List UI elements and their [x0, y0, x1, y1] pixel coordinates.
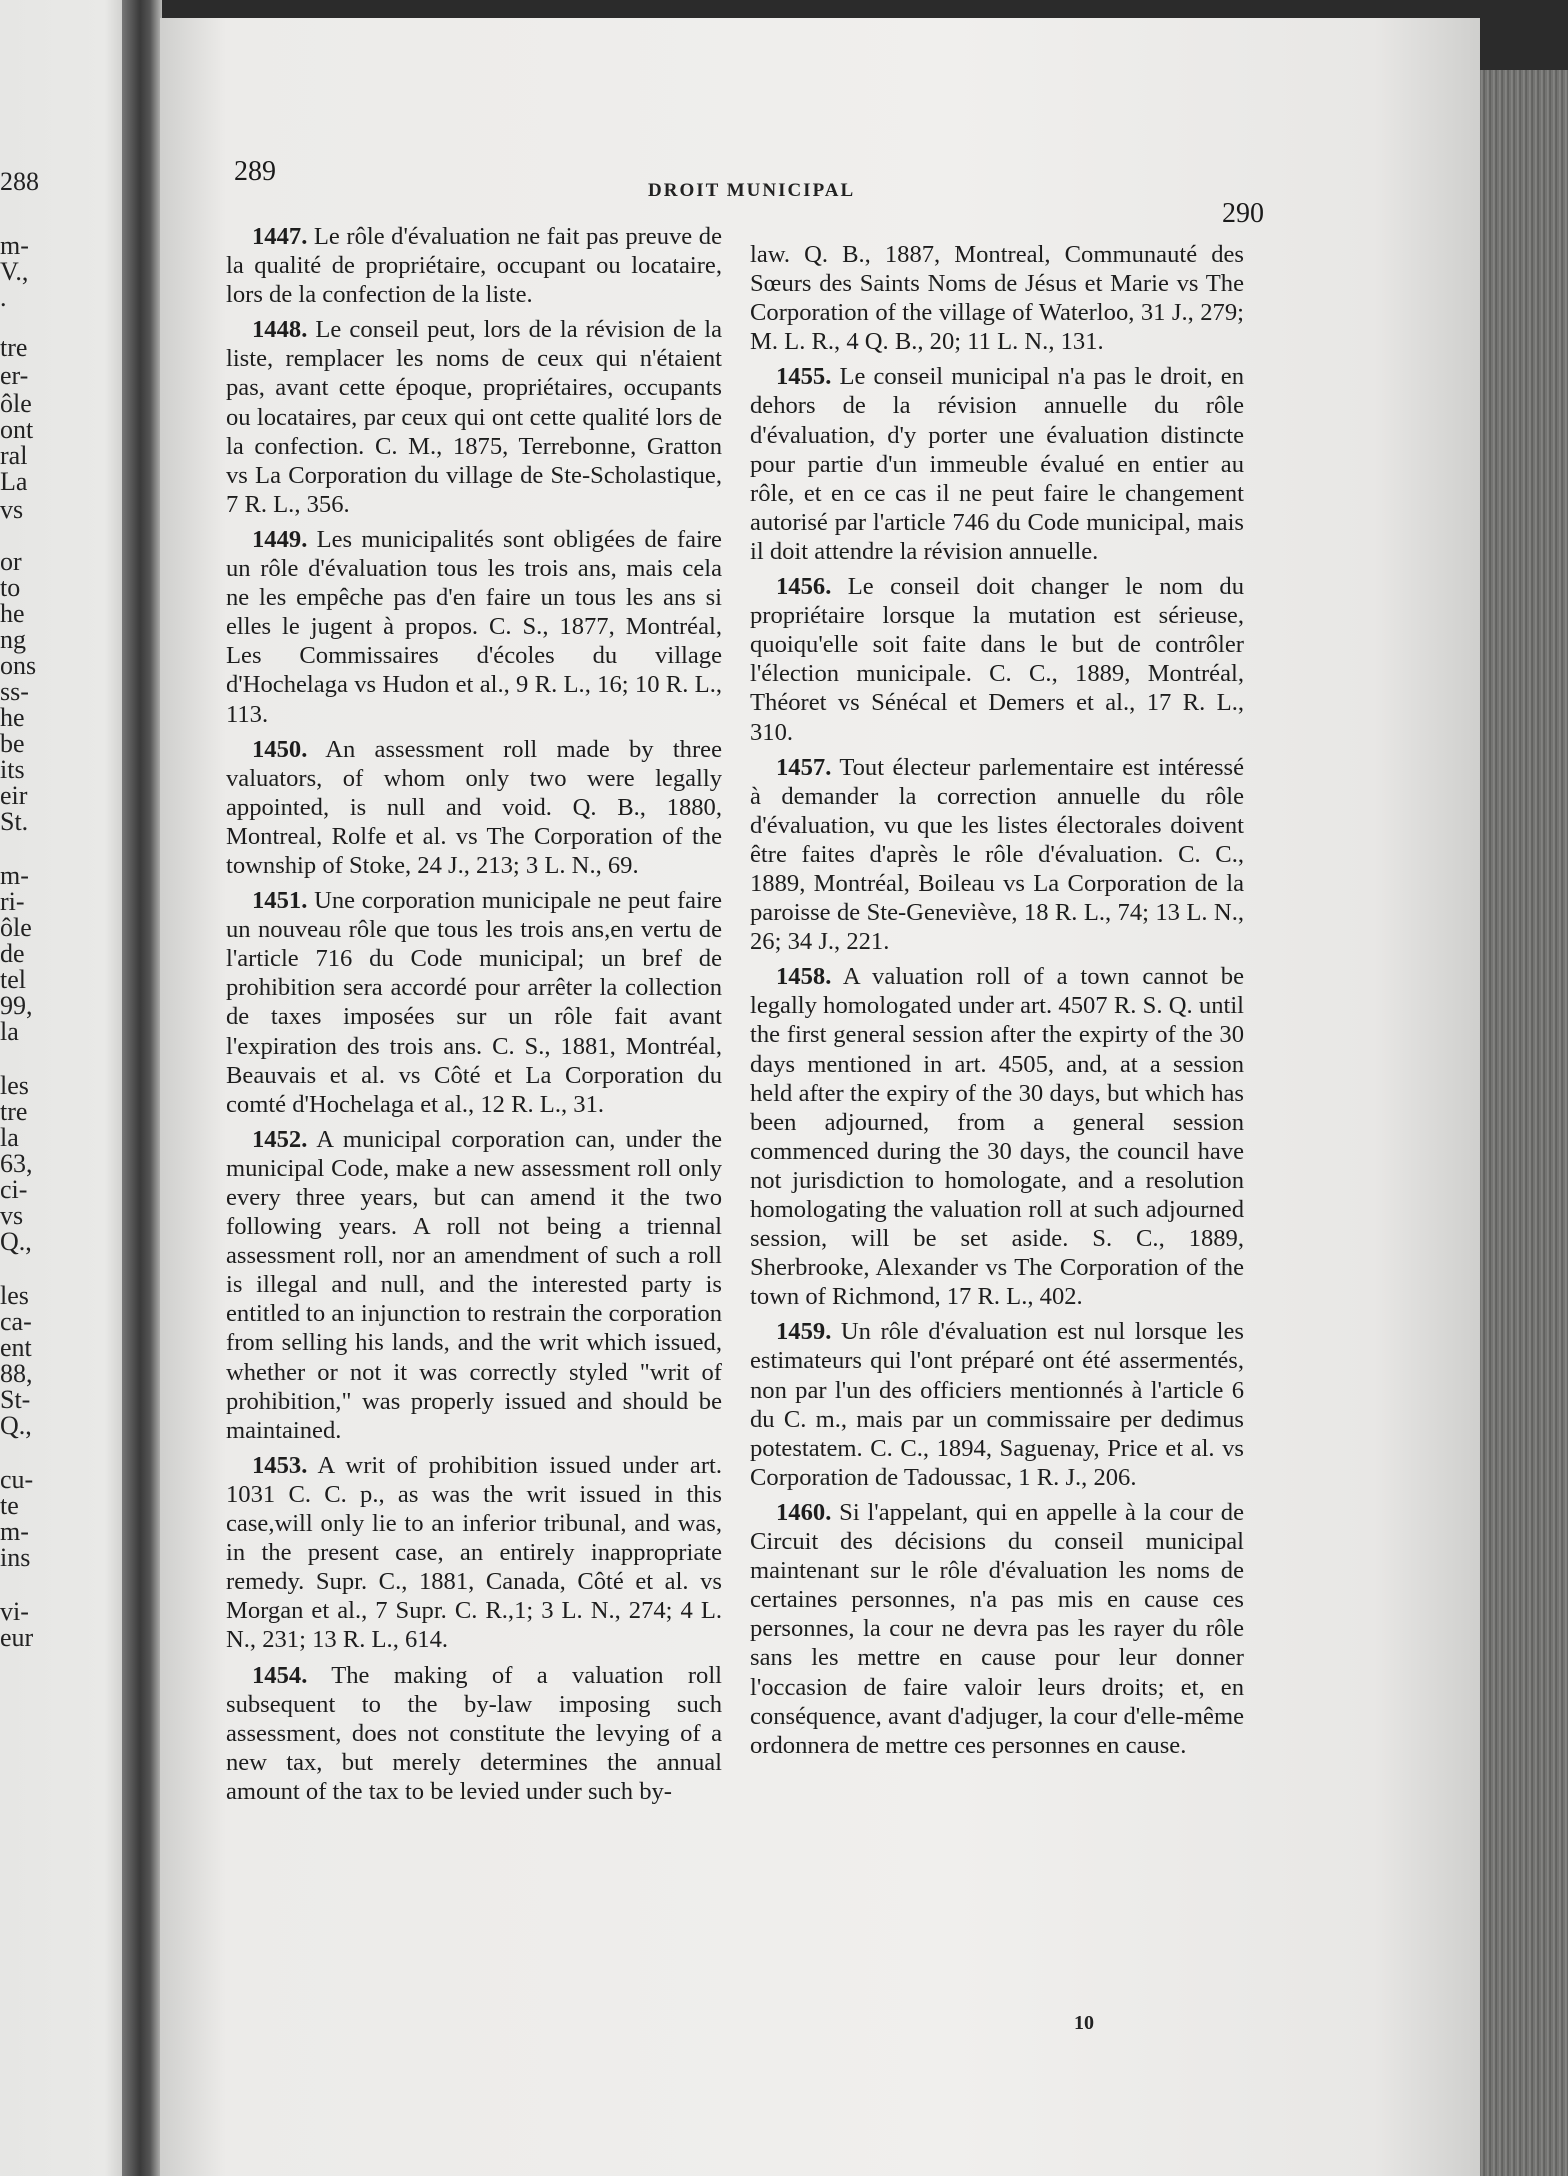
article-text: Le conseil doit changer le nom du propriétaire lorsque la mutation est sérieuse, quoiqu'elle soit faite dans le but de contrôler l'élection municipale. C. C., 1889, Montréal, Théoret vs Sénécal et Demers et al., 17 R. L., 310. [750, 573, 1244, 746]
facing-page-fragment: ng [0, 625, 26, 654]
facing-page-fragment: er- [0, 361, 29, 390]
left-column [226, 222, 722, 1812]
article-number: 1449. [252, 525, 308, 553]
right-column [750, 240, 1244, 1766]
article-paragraph [750, 572, 1244, 747]
facing-page-fragment: m- [0, 861, 29, 890]
article-paragraph [750, 1317, 1244, 1492]
facing-page-fragment: 63, [0, 1149, 33, 1178]
facing-page-fragment: te [0, 1491, 19, 1520]
signature-mark: 10 [1074, 2012, 1094, 2034]
facing-page-fragment: La [0, 467, 28, 496]
facing-page-fragment: ri- [0, 887, 25, 916]
article-paragraph [226, 315, 722, 519]
facing-page-fragment: m- [0, 1517, 29, 1546]
facing-page-fragment: Q., [0, 1227, 32, 1256]
article-text: Tout électeur parlementaire est intéressé à demander la correction annuelle du rôle d'évaluation, vu que les listes électorales doivent être faites d'après le rôle d'évaluation. C. C., 1889, Montréal, Boileau vs La Corporation de la paroisse de Ste-Geneviève, 18 R. L., 74; 13 L. N., 26; 34 J., 221. [750, 753, 1244, 956]
article-text: Une corporation municipale ne peut faire un nouveau rôle que tous les trois ans,en vertu de l'article 716 du Code municipal; un bref de prohibition sera accordé pour arrêter la collection de taxes imposées sur un rôle fait avant l'expiration des trois ans. C. S., 1881, Montréal, Beauvais et al. vs Côté et La Corporation du comté d'Hochelaga et al., 12 R. L., 31. [226, 887, 722, 1118]
facing-page-fragment: ent [0, 1333, 32, 1362]
article-text: A valuation roll of a town cannot be legally homologated under art. 4507 R. S. Q. until the first general session after the expirty of the 30 days mentioned in art. 4505, and, at a session held after the expiry of the 30 days, but which has been adjourned, from a general session commenced during the 30 days, the council have not jurisdiction to homologate, and a resolution homologating the valuation roll at such adjourned session, will be set aside. S. C., 1889, Sherbrooke, Alexander vs The Corporation of the town of Richmond, 17 R. L., 402. [750, 963, 1244, 1311]
facing-page-fragment: de [0, 939, 25, 968]
facing-page-fragment: tre [0, 1097, 28, 1126]
article-text: Un rôle d'évaluation est nul lorsque les estimateurs qui l'ont préparé ont été assermentés, non par l'un des officiers mentionnés à l'article 6 du C. m., mais par un commissaire per dedimus potestatem. C. C., 1894, Saguenay, Price et al. vs Corporation de Tadoussac, 1 R. J., 206. [750, 1318, 1245, 1491]
running-header: DROIT MUNICIPAL [648, 180, 856, 201]
article-paragraph [750, 362, 1244, 566]
article-text: A writ of prohibition issued under art. 1031 C. C. p., as was the writ issued in this case,will only lie to an inferior tribunal, and was, in the present case, an entirely inappropriate remedy. Supr. C., 1881, Canada, Côté et al. vs Morgan et al., 7 Supr. C. R.,1; 3 L. N., 274; 4 L. N., 231; 13 R. L., 614. [226, 1451, 722, 1654]
article-number: 1460. [776, 1498, 832, 1526]
article-paragraph [226, 525, 722, 729]
article-number: 1448. [252, 316, 308, 344]
facing-page-fragment: les [0, 1071, 29, 1100]
article-paragraph [750, 1498, 1244, 1760]
article-text: law. Q. B., 1887, Montreal, Communauté des Sœurs des Saints Noms de Jésus et Marie vs The Corporation of the village of Waterloo, 31 J., 279; M. L. R., 4 Q. B., 20; 11 L. N., 131. [750, 241, 1244, 356]
facing-page-fragment: ont [0, 415, 34, 444]
facing-page-fragment: ôle [0, 913, 32, 942]
facing-page-fragment: 88, [0, 1359, 33, 1388]
facing-page-fragment: tre [0, 333, 28, 362]
article-number: 1447. [252, 223, 308, 250]
article-paragraph [226, 1451, 722, 1655]
facing-page-fragment: ons [0, 651, 37, 680]
article-number: 1454. [252, 1661, 308, 1689]
facing-page-fragment: . [0, 283, 7, 312]
article-number: 1457. [776, 753, 832, 781]
article-text: Les municipalités sont obligées de faire un rôle d'évaluation tous les trois ans, mais cela ne les empêche pas d'en faire un tous les ans si elles le jugent à propos. C. S., 1877, Montréal, Les Commissaires d'écoles du village d'Hochelaga vs Hudon et al., 9 R. L., 16; 10 R. L., 113. [226, 525, 722, 728]
page-number-right: 290 [1222, 198, 1264, 229]
facing-page-fragment: 288 [0, 167, 39, 196]
facing-page-fragment: les [0, 1281, 29, 1310]
article-number: 1455. [776, 363, 832, 391]
article-number: 1452. [252, 1125, 308, 1153]
book-gutter [122, 0, 162, 2176]
facing-page-fragment: tel [0, 965, 26, 994]
facing-page-fragment: he [0, 599, 25, 628]
article-text: Si l'appelant, qui en appelle à la cour de Circuit des décisions du conseil municipal maintenant sur le rôle d'évaluation les noms de certaines personnes, n'a pas mis en cause ces personnes, la cour ne devra pas les rayer du rôle sans les mettre en cause pour leur donner l'occasion de faire valoir leurs droits; et, en conséquence, avant d'adjuger, la cour d'elle-même ordonnera de mettre ces personnes en cause. [750, 1498, 1245, 1759]
article-number: 1458. [776, 963, 832, 991]
article-number: 1453. [252, 1451, 308, 1479]
facing-page-fragment: vi- [0, 1597, 29, 1626]
article-text: Le conseil peut, lors de la révision de la liste, remplacer les noms de ceux qui n'étaient pas, avant cette époque, propriétaires, occupants ou locataires, par ceux qui ont cette qualité lors de la confection. C. M., 1875, Terrebonne, Gratton vs La Corporation du village de Ste-Scholastique, 7 R. L., 356. [226, 316, 722, 518]
article-number: 1450. [252, 735, 308, 763]
facing-page-fragment: to [0, 573, 21, 602]
article-paragraph [226, 222, 722, 309]
article-number: 1459. [776, 1318, 832, 1346]
article-text: The making of a valuation roll subsequent to the by-law imposing such assessment, does not constitute the levying of a new tax, but merely determines the annual amount of the tax to be levied under such by- [226, 1661, 722, 1805]
facing-page-fragment: ca- [0, 1307, 32, 1336]
facing-page-fragment: eur [0, 1623, 34, 1652]
facing-page-fragment: he [0, 703, 25, 732]
facing-page-fragment: m- [0, 231, 29, 260]
facing-page-fragment: ss- [0, 677, 29, 706]
facing-page-fragment: V., [0, 257, 29, 286]
facing-page-fragment: St- [0, 1385, 31, 1414]
article-paragraph [750, 962, 1244, 1311]
facing-page-fragment: ci- [0, 1175, 28, 1204]
facing-page-fragment: ins [0, 1543, 31, 1572]
article-paragraph [750, 753, 1244, 957]
article-paragraph [226, 735, 722, 880]
article-text: Le rôle d'évaluation ne fait pas preuve de la qualité de propriétaire, occupant ou locataire, lors de la confection de la liste. [226, 223, 722, 309]
article-text: An assessment roll made by three valuators, of whom only two were legally appointed, is null and void. Q. B., 1880, Montreal, Rolfe et al. vs The Corporation of the township of Stoke, 24 J., 213; 3 L. N., 69. [226, 735, 723, 879]
facing-page-fragment: ral [0, 441, 28, 470]
article-text: Le conseil municipal n'a pas le droit, en dehors de la révision annuelle du rôle d'évaluation, d'y porter une évaluation distincte pour partie d'un immeuble évalué en entier au rôle, et en ce cas il ne peut faire le changement autorisé par l'article 746 du Code municipal, mais il doit attendre la révision annuelle. [750, 363, 1244, 565]
article-number: 1451. [252, 887, 308, 915]
facing-page-fragment: or [0, 547, 22, 576]
article-paragraph [226, 1661, 722, 1806]
article-paragraph [226, 1125, 722, 1445]
page-number-left: 289 [234, 156, 276, 187]
facing-page-fragment: 99, [0, 991, 33, 1020]
page-edges [1480, 70, 1568, 2176]
article-number: 1456. [776, 573, 832, 601]
facing-page-fragment: ôle [0, 389, 32, 418]
article-paragraph [750, 240, 1244, 356]
article-paragraph [226, 886, 722, 1119]
facing-page-fragment: its [0, 755, 25, 784]
article-text: A municipal corporation can, under the municipal Code, make a new assessment roll only every three years, but can amend it the two following years. A roll not being a triennal assessment roll, nor an amendment of such a roll is illegal and null, and the interested party is entitled to an injunction to restrain the corporation from selling his lands, and the writ which issued, whether or not it was correctly styled "writ of prohibition," was properly issued and should be maintained. [226, 1125, 722, 1444]
facing-page-fragment: la [0, 1123, 19, 1152]
facing-page-fragment: cu- [0, 1465, 34, 1494]
facing-page-fragment: St. [0, 807, 29, 836]
facing-page-fragment: vs [0, 1201, 24, 1230]
facing-page-fragment: vs [0, 495, 24, 524]
facing-page-fragment: la [0, 1017, 19, 1046]
facing-page-fragment: Q., [0, 1411, 32, 1440]
facing-page-fragment: be [0, 729, 25, 758]
facing-page-fragment: eir [0, 781, 28, 810]
